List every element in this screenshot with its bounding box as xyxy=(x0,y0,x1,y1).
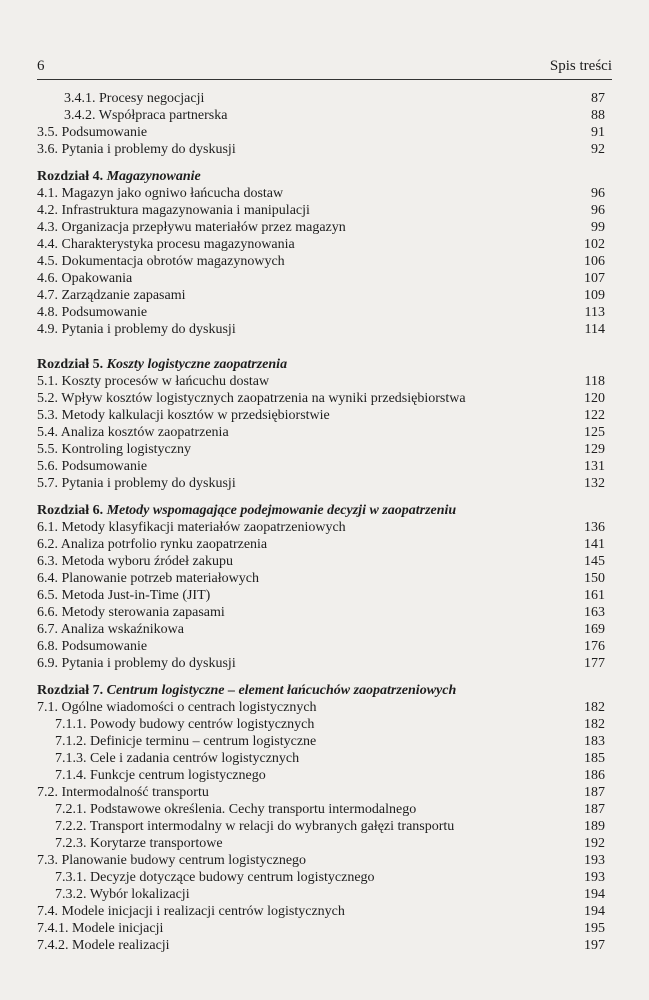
toc-entry xyxy=(37,784,605,801)
entry-number: 3.4.1. xyxy=(64,91,96,106)
entry-title: Pytania i problemy do dyskusji xyxy=(61,322,236,337)
entry-title: Analiza kosztów zaopatrzenia xyxy=(60,425,229,440)
toc-entry xyxy=(37,750,605,767)
entry-page-number: 113 xyxy=(584,305,605,320)
toc-entry xyxy=(37,519,605,536)
toc-entry xyxy=(37,287,605,304)
toc-entry xyxy=(37,304,605,321)
entry-title: Podsumowanie xyxy=(61,125,148,140)
entry-number: 4.4. xyxy=(37,237,58,252)
entry-title: Procesy negocjacji xyxy=(99,91,205,106)
entry-title: Planowanie budowy centrum logistycznego xyxy=(61,853,307,868)
entry-page-number: 193 xyxy=(584,853,605,868)
entry-page-number: 131 xyxy=(584,459,605,474)
entry-page-number: 136 xyxy=(584,520,605,535)
entry-title: Definicje terminu – centrum logistyczne xyxy=(90,734,317,749)
toc-entry xyxy=(37,390,605,407)
entry-number: 6.6. xyxy=(37,605,58,620)
entry-page-number: 185 xyxy=(584,751,605,766)
entry-page-number: 87 xyxy=(591,91,605,106)
chapter-heading xyxy=(37,356,605,373)
toc-entry xyxy=(37,767,605,784)
entry-title: Cele i zadania centrów logistycznych xyxy=(90,751,300,766)
section-gap xyxy=(37,492,605,502)
entry-page-number: 161 xyxy=(584,588,605,603)
entry-title: Korytarze transportowe xyxy=(90,836,223,851)
entry-page-number: 194 xyxy=(584,887,605,902)
entry-number: 4.5. xyxy=(37,254,58,269)
entry-page-number: 91 xyxy=(591,125,605,140)
entry-page-number: 96 xyxy=(591,186,605,201)
toc-entry xyxy=(37,536,605,553)
entry-number: 5.3. xyxy=(37,408,58,423)
entry-title: Metody klasyfikacji materiałów zaopatrzeniowych xyxy=(61,520,346,535)
entry-title: Analiza wskaźnikowa xyxy=(60,622,184,637)
entry-page-number: 193 xyxy=(584,870,605,885)
entry-page-number: 182 xyxy=(584,700,605,715)
entry-title: Współpraca partnerska xyxy=(98,108,228,123)
entry-page-number: 187 xyxy=(584,785,605,800)
entry-number: 6.3. xyxy=(37,554,58,569)
entry-page-number: 107 xyxy=(584,271,605,286)
entry-title: Intermodalność transportu xyxy=(61,785,209,800)
toc-entry xyxy=(37,441,605,458)
entry-number: 4.2. xyxy=(37,203,58,218)
entry-title: Transport intermodalny w relacji do wybranych gałęzi transportu xyxy=(89,819,455,834)
toc-entry xyxy=(37,90,605,107)
entry-number: 7.3.2. xyxy=(55,887,87,902)
entry-page-number: 182 xyxy=(584,717,605,732)
toc-entry xyxy=(37,604,605,621)
toc-entry xyxy=(37,638,605,655)
entry-page-number: 141 xyxy=(584,537,605,552)
toc-entry xyxy=(37,185,605,202)
entry-number: 4.8. xyxy=(37,305,58,320)
entry-page-number: 129 xyxy=(584,442,605,457)
toc-entry xyxy=(37,920,605,937)
toc-entry xyxy=(37,937,605,954)
entry-page-number: 197 xyxy=(584,938,605,953)
entry-title: Powody budowy centrów logistycznych xyxy=(90,717,315,732)
entry-number: 7.2.1. xyxy=(55,802,87,817)
entry-number: 5.5. xyxy=(37,442,58,457)
entry-page-number: 96 xyxy=(591,203,605,218)
toc-entry xyxy=(37,733,605,750)
toc-entry xyxy=(37,587,605,604)
entry-number: 4.9. xyxy=(37,322,58,337)
entry-title: Modele inicjacji i realizacji centrów logistycznych xyxy=(61,904,345,919)
entry-page-number: 102 xyxy=(584,237,605,252)
entry-title: Opakowania xyxy=(61,271,133,286)
running-header xyxy=(37,58,612,78)
page-number: 6 xyxy=(37,58,45,74)
entry-number: 6.8. xyxy=(37,639,58,654)
toc-entry xyxy=(37,852,605,869)
entry-number: 5.2. xyxy=(37,391,58,406)
toc-entry xyxy=(37,801,605,818)
entry-page-number: 195 xyxy=(584,921,605,936)
toc-entry xyxy=(37,321,605,338)
entry-number: 7.3.1. xyxy=(55,870,87,885)
toc-entry xyxy=(37,818,605,835)
entry-page-number: 194 xyxy=(584,904,605,919)
entry-number: 4.6. xyxy=(37,271,58,286)
toc-entry xyxy=(37,699,605,716)
entry-title: Organizacja przepływu materiałów przez magazyn xyxy=(61,220,346,235)
entry-number: 7.1.2. xyxy=(55,734,87,749)
entry-title: Pytania i problemy do dyskusji xyxy=(61,656,236,671)
entry-title: Magazynowanie xyxy=(106,169,201,184)
toc-entry xyxy=(37,458,605,475)
entry-title: Planowanie potrzeb materiałowych xyxy=(61,571,259,586)
entry-page-number: 163 xyxy=(584,605,605,620)
entry-title: Metoda Just-in-Time (JIT) xyxy=(61,588,211,603)
toc-entry xyxy=(37,124,605,141)
entry-page-number: 118 xyxy=(584,374,605,389)
entry-title: Wpływ kosztów logistycznych zaopatrzenia na wyniki przedsiębiorstwa xyxy=(61,391,466,406)
entry-number: 7.4.2. xyxy=(37,938,69,953)
toc-entry xyxy=(37,621,605,638)
entry-page-number: 114 xyxy=(584,322,605,337)
entry-page-number: 187 xyxy=(584,802,605,817)
entry-number: 5.7. xyxy=(37,476,58,491)
entry-title: Pytania i problemy do dyskusji xyxy=(61,476,236,491)
entry-title: Podsumowanie xyxy=(61,639,148,654)
entry-page-number: 192 xyxy=(584,836,605,851)
entry-number: 5.6. xyxy=(37,459,58,474)
entry-title: Metody sterowania zapasami xyxy=(61,605,225,620)
entry-title: Podsumowanie xyxy=(61,459,148,474)
entry-title: Metody wspomagające podejmowanie decyzji w zaopatrzeniu xyxy=(106,503,457,518)
entry-number: 7.1.3. xyxy=(55,751,87,766)
entry-number: 7.1.1. xyxy=(55,717,87,732)
entry-title: Zarządzanie zapasami xyxy=(61,288,186,303)
entry-number: Rozdział 5. xyxy=(37,357,104,372)
entry-page-number: 145 xyxy=(584,554,605,569)
entry-number: 7.4.1. xyxy=(37,921,69,936)
entry-title: Funkcje centrum logistycznego xyxy=(90,768,266,783)
entry-number: Rozdział 4. xyxy=(37,169,104,184)
entry-title: Magazyn jako ogniwo łańcucha dostaw xyxy=(61,186,284,201)
entry-number: Rozdział 6. xyxy=(37,503,104,518)
toc-entry xyxy=(37,716,605,733)
entry-title: Wybór lokalizacji xyxy=(89,887,190,902)
entry-number: 3.6. xyxy=(37,142,58,157)
entry-title: Modele realizacji xyxy=(72,938,170,953)
entry-number: 6.7. xyxy=(37,622,58,637)
toc-entry xyxy=(37,424,605,441)
section-gap xyxy=(37,158,605,168)
entry-page-number: 122 xyxy=(584,408,605,423)
entry-page-number: 92 xyxy=(591,142,605,157)
entry-page-number: 169 xyxy=(584,622,605,637)
entry-number: 3.4.2. xyxy=(64,108,96,123)
entry-title: Koszty procesów w łańcuchu dostaw xyxy=(61,374,270,389)
table-of-contents xyxy=(37,90,605,954)
chapter-heading xyxy=(37,682,605,699)
chapter-heading xyxy=(37,168,605,185)
entry-number: 4.1. xyxy=(37,186,58,201)
toc-entry xyxy=(37,270,605,287)
entry-page-number: 99 xyxy=(591,220,605,235)
entry-title: Koszty logistyczne zaopatrzenia xyxy=(106,357,288,372)
entry-page-number: 183 xyxy=(584,734,605,749)
entry-number: 7.2. xyxy=(37,785,58,800)
entry-page-number: 189 xyxy=(584,819,605,834)
entry-number: 7.1.4. xyxy=(55,768,87,783)
entry-page-number: 177 xyxy=(584,656,605,671)
entry-number: 4.3. xyxy=(37,220,58,235)
toc-entry xyxy=(37,570,605,587)
entry-page-number: 88 xyxy=(591,108,605,123)
toc-entry xyxy=(37,236,605,253)
toc-entry xyxy=(37,141,605,158)
entry-number: 7.3. xyxy=(37,853,58,868)
entry-title: Podsumowanie xyxy=(61,305,148,320)
header-rule xyxy=(37,79,612,80)
entry-number: 6.2. xyxy=(37,537,58,552)
entry-page-number: 125 xyxy=(584,425,605,440)
entry-number: 5.1. xyxy=(37,374,58,389)
entry-title: Charakterystyka procesu magazynowania xyxy=(61,237,295,252)
toc-entry xyxy=(37,553,605,570)
entry-page-number: 186 xyxy=(584,768,605,783)
entry-page-number: 120 xyxy=(584,391,605,406)
entry-number: 7.4. xyxy=(37,904,58,919)
entry-number: 5.4. xyxy=(37,425,58,440)
toc-entry xyxy=(37,869,605,886)
section-gap xyxy=(37,338,605,356)
entry-number: 7.2.3. xyxy=(55,836,87,851)
entry-title: Decyzje dotyczące budowy centrum logistycznego xyxy=(90,870,375,885)
entry-page-number: 176 xyxy=(584,639,605,654)
toc-entry xyxy=(37,107,605,124)
entry-title: Infrastruktura magazynowania i manipulacji xyxy=(61,203,310,218)
entry-number: 6.1. xyxy=(37,520,58,535)
toc-entry xyxy=(37,407,605,424)
entry-page-number: 150 xyxy=(584,571,605,586)
toc-entry xyxy=(37,655,605,672)
entry-title: Pytania i problemy do dyskusji xyxy=(61,142,236,157)
entry-page-number: 132 xyxy=(584,476,605,491)
entry-number: 7.2.2. xyxy=(55,819,87,834)
entry-title: Modele inicjacji xyxy=(72,921,164,936)
entry-number: 7.1. xyxy=(37,700,58,715)
entry-number: 6.4. xyxy=(37,571,58,586)
toc-entry xyxy=(37,903,605,920)
section-gap xyxy=(37,672,605,682)
entry-title: Ogólne wiadomości o centrach logistycznych xyxy=(61,700,317,715)
entry-title: Metody kalkulacji kosztów w przedsiębiorstwie xyxy=(61,408,330,423)
entry-number: 4.7. xyxy=(37,288,58,303)
toc-entry xyxy=(37,475,605,492)
entry-page-number: 106 xyxy=(584,254,605,269)
entry-number: Rozdział 7. xyxy=(37,683,104,698)
toc-entry xyxy=(37,219,605,236)
entry-number: 3.5. xyxy=(37,125,58,140)
entry-title: Metoda wyboru źródeł zakupu xyxy=(61,554,233,569)
entry-title: Analiza potrfolio rynku zaopatrzenia xyxy=(60,537,268,552)
toc-entry xyxy=(37,886,605,903)
entry-title: Dokumentacja obrotów magazynowych xyxy=(61,254,285,269)
entry-page-number: 109 xyxy=(584,288,605,303)
running-title: Spis treści xyxy=(549,58,612,74)
toc-entry xyxy=(37,253,605,270)
entry-number: 6.9. xyxy=(37,656,58,671)
entry-title: Centrum logistyczne – element łańcuchów zaopatrzeniowych xyxy=(106,683,457,698)
entry-number: 6.5. xyxy=(37,588,58,603)
toc-entry xyxy=(37,202,605,219)
entry-title: Kontroling logistyczny xyxy=(61,442,191,457)
toc-entry xyxy=(37,373,605,390)
toc-entry xyxy=(37,835,605,852)
entry-title: Podstawowe określenia. Cechy transportu intermodalnego xyxy=(90,802,417,817)
chapter-heading xyxy=(37,502,605,519)
